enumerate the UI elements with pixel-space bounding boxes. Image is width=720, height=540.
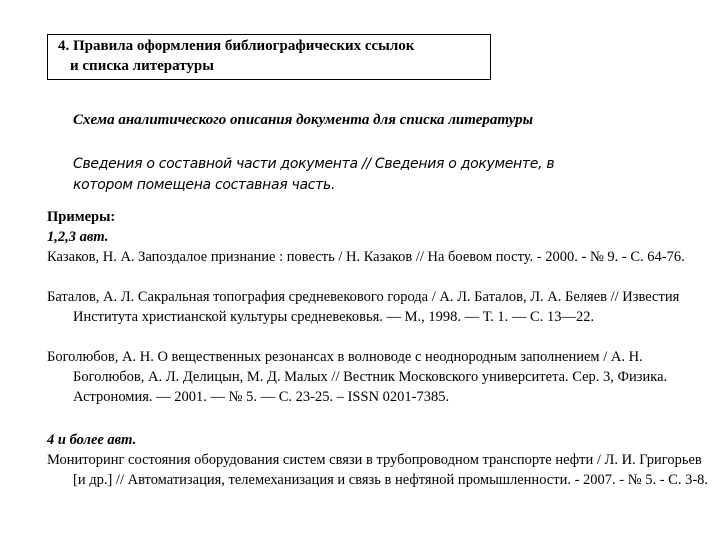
scheme-title: Схема аналитического описания документа для списка литературы — [73, 112, 534, 128]
bibliography-entry-3: Боголюбов, А. Н. О вещественных резонансах в волноводе с неоднородным заполнением / А. Н. Боголюбов, А. Л. Делицын, М. Д. Малых // Вестник Московского университета. Сер. 3, Физика. Астрономия. — 2001. — № 5. — С. 23-25. – ISSN 0201-7385. — [47, 349, 668, 405]
scheme-description-line-1: Сведения о составной части документа // Сведения о документе, в — [73, 156, 555, 172]
section-title-line-2: и списка литературы — [70, 58, 214, 74]
bibliography-entry-4: Мониторинг состояния оборудования систем связи в трубопроводном транспорте нефти / Л. И. Григорьев [и др.] // Автоматизация, телемеханизация и связь в нефтяной промышленности. - 2007. - № 5. - С. 3-8. — [47, 452, 709, 488]
scheme-description-line-2: котором помещена составная часть. — [73, 177, 336, 193]
examples-heading: Примеры: — [47, 209, 116, 225]
bibliography-entry-2: Баталов, А. Л. Сакральная топография средневекового города / А. Л. Баталов, Л. А. Беляев // Известия Института христианской культуры средневековья. — М., 1998. — Т. 1. — С. 13—22. — [47, 289, 680, 325]
section-title-line-1: 4. Правила оформления библиографических ссылок — [58, 38, 415, 54]
bibliography-entry-1: Казаков, Н. А. Запоздалое признание : повесть / Н. Казаков // На боевом посту. - 2000. - № 9. - С. 64-76. — [47, 249, 685, 265]
group-label-4-plus-authors: 4 и более авт. — [47, 432, 137, 448]
section-title-box — [47, 34, 491, 80]
group-label-1-3-authors: 1,2,3 авт. — [47, 229, 109, 245]
